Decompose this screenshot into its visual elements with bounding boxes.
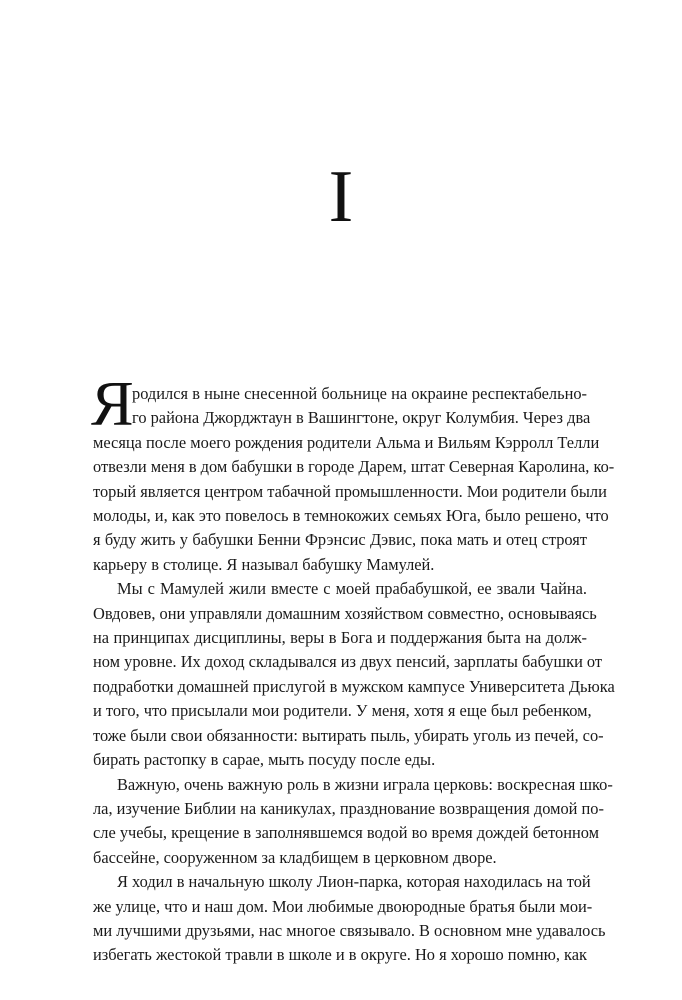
text-line: сле учебы, крещение в заполнявшемся водой во время дождей бетонном (93, 823, 600, 843)
text-line: карьеру в столице. Я называл бабушку Мамулей. (93, 554, 435, 574)
text-line: го района Джорджтаун в Вашингтоне, округ Колумбия. Через два (132, 408, 591, 428)
drop-cap: Я (91, 368, 134, 439)
text-line: бирать растопку в сарае, мыть посуду после еды. (93, 750, 436, 770)
text-line: же улице, что и наш дом. Мои любимые двоюродные братья были мои- (93, 896, 593, 916)
text-line: отвезли меня в дом бабушки в городе Дарем, штат Северная Каролина, ко- (93, 457, 615, 477)
text-line: на принципах дисциплины, веры в Бога и поддержания быта на долж- (93, 628, 587, 648)
text-line: торый является центром табачной промышленности. Мои родители были (93, 481, 607, 501)
paragraph-2 (93, 577, 615, 772)
paragraph-4 (93, 870, 606, 968)
text-line: тоже были свои обязанности: вытирать пыль, убирать уголь из печей, со- (93, 725, 604, 745)
chapter-text (91, 368, 615, 968)
chapter-number: I (328, 156, 354, 238)
text-line: ном уровне. Их доход складывался из двух пенсий, зарплаты бабушки от (93, 652, 603, 672)
text-line: родился в ныне снесенной больнице на окраине респектабельно- (132, 384, 587, 403)
text-line: Я ходил в начальную школу Лион-парка, которая находилась на той (117, 872, 591, 892)
text-line: молоды, и, как это повелось в темнокожих семьях Юга, было решено, что (93, 506, 609, 526)
text-line: Важную, очень важную роль в жизни играла церковь: воскресная шко- (117, 774, 613, 794)
text-line: подработки домашней прислугой в мужском кампусе Университета Дьюка (93, 676, 615, 696)
text-line: ми лучшими друзьями, нас многое связывало. В основном мне удавалось (93, 920, 606, 940)
text-line: и того, что присылали мои родители. У меня, хотя я еще был ребенком, (93, 701, 592, 721)
text-line: избегать жестокой травли в школе и в округе. Но я хорошо помню, как (93, 945, 587, 965)
text-line: ла, изучение Библии на каникулах, празднование возвращения домой по- (93, 798, 604, 818)
text-line: месяца после моего рождения родители Альма и Вильям Кэрролл Телли (93, 432, 600, 452)
text-line: бассейне, сооруженном за кладбищем в церковном дворе. (93, 847, 497, 867)
text-line: Овдовев, они управляли домашним хозяйством совместно, основываясь (93, 603, 597, 623)
text-line: я буду жить у бабушки Бенни Фрэнсис Дэвис, пока мать и отец строят (93, 530, 587, 550)
text-line: Мы с Мамулей жили вместе с моей прабабушкой, ее звали Чайна. (117, 579, 587, 599)
paragraph-1 (91, 368, 615, 577)
paragraph-3 (93, 773, 613, 871)
